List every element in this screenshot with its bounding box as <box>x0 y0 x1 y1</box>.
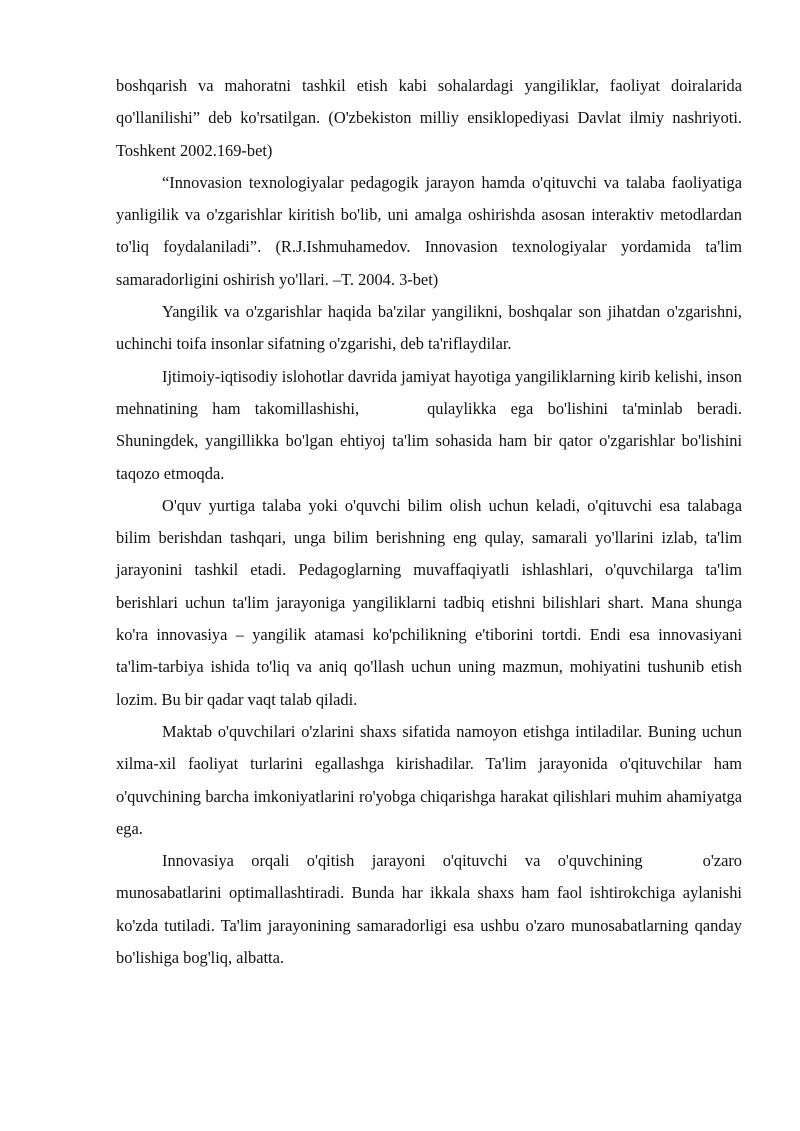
paragraph-7 <box>116 845 742 974</box>
document-body <box>116 70 742 974</box>
paragraph-7-part-2: o'zaro munosabatlarini optimallashtiradi. Bunda har ikkala shaxs ham faol ishtirokchiga aylanishi ko'zda tutiladi. Ta'lim jarayonining samaradorligi esa ushbu o'zaro munosabatlarning qanday bo'lishiga bog'liq, albatta. <box>116 851 742 968</box>
paragraph-3: Yangilik va o'zgarishlar haqida ba'zilar yangilikni, boshqalar son jihatdan o'zgarishni, uchinchi toifa insonlar sifatning o'zgarishi, deb ta'riflaydilar. <box>116 302 742 354</box>
paragraph-1: boshqarish va mahoratni tashkil etish kabi sohalardagi yangiliklar, faoliyat doiralarida qo'llanilishi” deb ko'rsatilgan. (O'zbekiston milliy ensiklopediyasi Davlat ilmiy nashriyoti. Toshkent 2002.169-bet) <box>116 76 742 160</box>
paragraph-6: Maktab o'quvchilari o'zlarini shaxs sifatida namoyon etishga intiladilar. Buning uchun xilma-xil faoliyat turlarini egallashga kirishadilar. Ta'lim jarayonida o'qituvchilar ham o'quvchining barcha imkoniyatlarini ro'yobga chiqarishga harakat qilishlari muhim ahamiyatga ega. <box>116 721 742 838</box>
paragraph-5: O'quv yurtiga talaba yoki o'quvchi bilim olish uchun keladi, o'qituvchi esa talabaga bilim berishdan tashqari, unga bilim berishning eng qulay, samarali yo'llarini izlab, ta'lim jarayonini tashkil etadi. Pedagoglarning muvaffaqiyatli ishlashlari, o'quvchilarga ta'lim berishlari uchun ta'lim jarayoniga yangiliklarni tadbiq etishni bilishlari shart. Mana shunga ko'ra innovasiya – yangilik atamasi ko'pchilikning e'tiborini tortdi. Endi esa innovasiyani ta'lim-tarbiya ishida to'liq va aniq qo'llash uchun uning mazmun, mohiyatini tushunib etish lozim. Bu bir qadar vaqt talab qiladi. <box>116 495 742 709</box>
paragraph-4-part-1: Ijtimoiy-iqtisodiy islohotlar davrida jamiyat hayotiga yangiliklarning kirib kelishi, inson mehnatining ham takomillashishi, <box>116 366 742 418</box>
paragraph-7-part-1: Innovasiya orqali o'qitish jarayoni o'qituvchi va o'quvchining <box>162 851 643 871</box>
paragraph-4 <box>116 361 742 490</box>
paragraph-4-part-2: qulaylikka ega bo'lishini ta'minlab beradi. Shuningdek, yangillikka bo'lgan ehtiyoj ta'lim sohasida ham bir qator o'zgarishlar bo'lishini taqozo etmoqda. <box>116 398 742 483</box>
paragraph-2: “Innovasion texnologiyalar pedagogik jarayon hamda o'qituvchi va talaba faoliyatiga yanligilik va o'zgarishlar kiritish bo'lib, uni amalga oshirishda asosan interaktiv metodlardan to'liq foydalaniladi”. (R.J.Ishmuhamedov. Innovasion texnologiyalar yordamida ta'lim samaradorligini oshirish yo'llari. –T. 2004. 3-bet) <box>116 172 742 289</box>
